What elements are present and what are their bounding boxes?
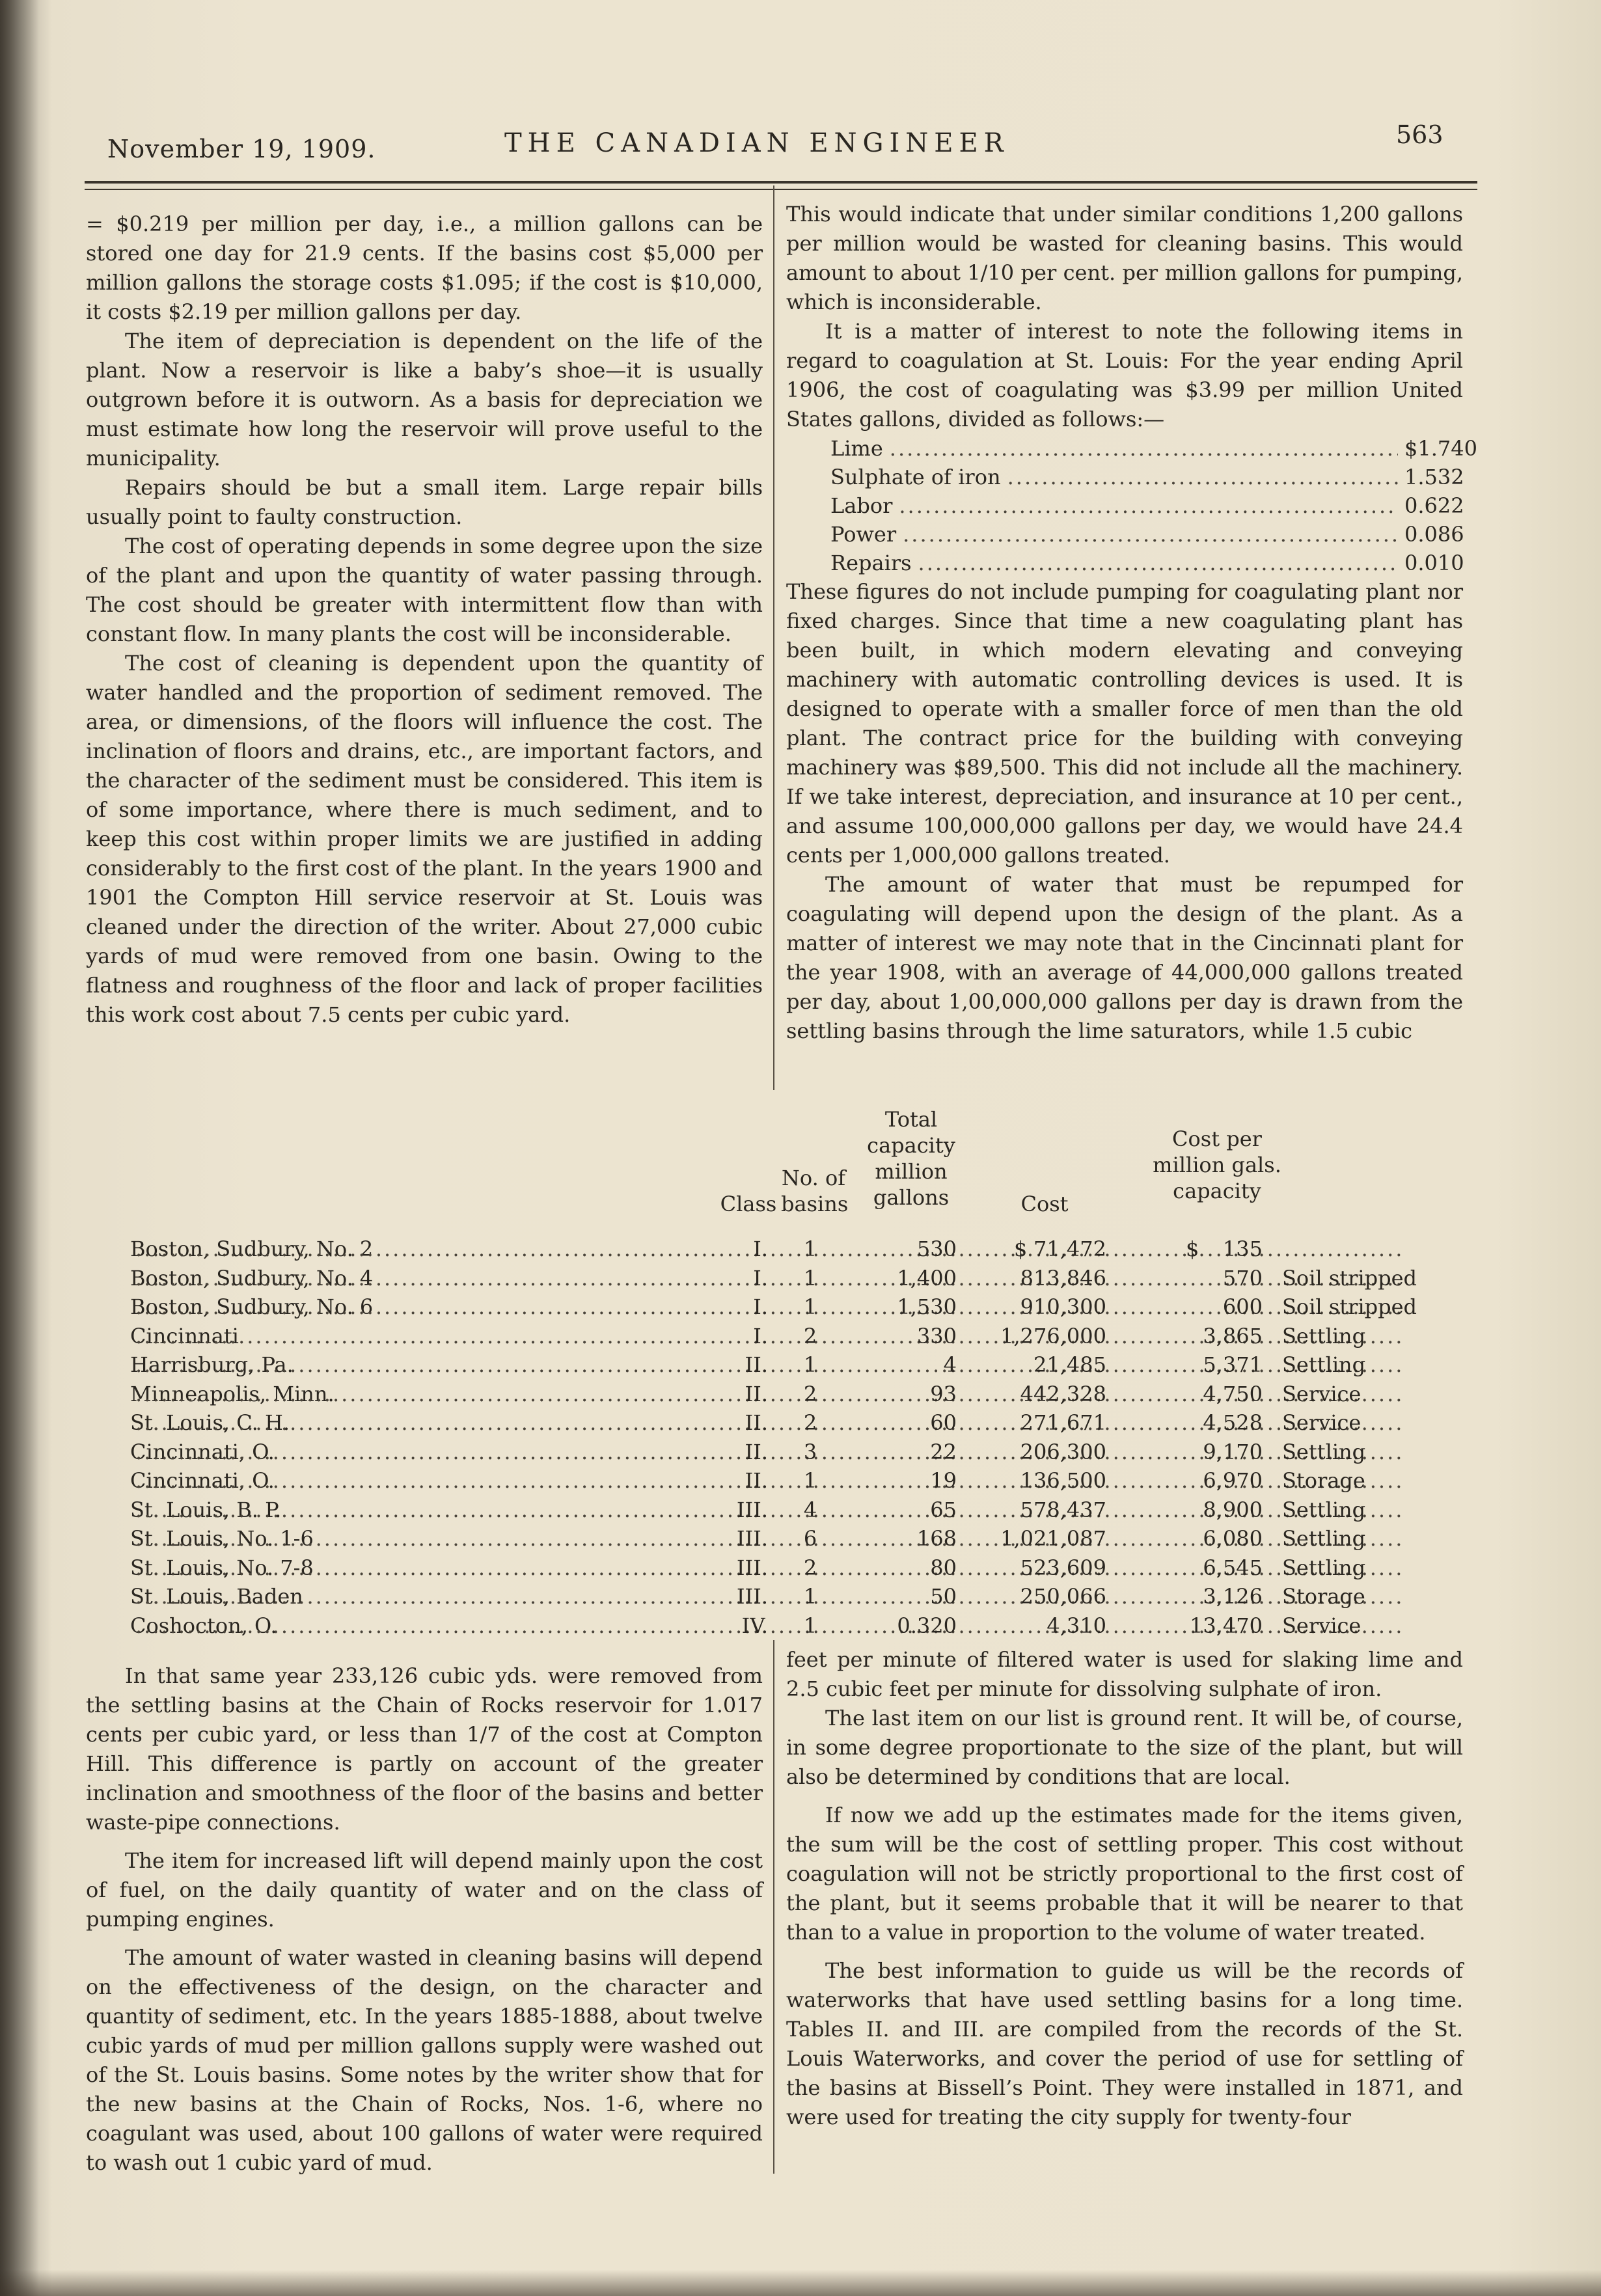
- list-item: [786, 434, 1477, 463]
- cell-class: III.: [736, 1497, 768, 1522]
- cell-class: I.: [753, 1294, 768, 1319]
- cell-class: I.: [753, 1265, 768, 1291]
- cell-cost-per-million: 6,080: [1203, 1526, 1263, 1551]
- table-row: [130, 1440, 1471, 1468]
- cell-capacity: 22: [930, 1439, 957, 1464]
- header-rule-thin: [85, 189, 1477, 190]
- cell-cost: 71,472: [1033, 1237, 1106, 1261]
- location-name: Boston, Sudbury, No. 2: [130, 1237, 374, 1261]
- cell-class: I.: [753, 1323, 768, 1348]
- cell-cost: 4,310: [1047, 1613, 1106, 1638]
- cell-cost-per-million: 3,126: [1203, 1584, 1263, 1609]
- header-basins: No. of basins: [781, 1166, 849, 1216]
- page-bottom-shadow: [0, 2270, 1601, 2296]
- cell-class: IV.: [741, 1613, 768, 1638]
- paragraph: The item for increased lift will depend mainly upon the cost of fuel, on the daily quantity of water and on the class of pumping engines.: [86, 1848, 763, 1932]
- cell-remark: Settling: [1282, 1352, 1366, 1377]
- paragraph: The cost of cleaning is dependent upon the quantity of water handled and the proportion of sediment removed. The area, or dimensions, of the floors will influence the cost. The inclination of floors and drains, etc., are important factors, and the character of the sediment must be considered. This item is of some importance, where there is much sediment, and to keep this cost within proper limits we are justified in adding considerably to the first cost of the plant. In the years 1900 and 1901 the Compton Hill service reservoir at St. Louis was cleaned under the direction of the writer. About 27,000 cubic yards of mud were removed from one basin. Owing to the flatness and roughness of the floor and lack of proper facilities this work cost about 7.5 cents per cubic yard.: [86, 651, 763, 1027]
- list-item: [786, 491, 1463, 520]
- paragraph: The amount of water wasted in cleaning basins will depend on the effectiveness of the design, on the character and quantity of sediment, etc. In the years 1885-1888, about twelve cubic yards of mud per million gallons supply were washed out of the St. Louis basins. Some notes by the writer show that for the new basins at the Chain of Rocks, Nos. 1-6, where no coagulant was used, about 100 gallons of water were required to wash out 1 cubic yard of mud.: [86, 1945, 763, 2175]
- cell-class: II.: [745, 1410, 768, 1435]
- cell-class: II.: [745, 1439, 768, 1464]
- item-amount: $1.740: [1404, 436, 1477, 461]
- list-item: [786, 520, 1463, 549]
- location-name: St. Louis, C. H.: [130, 1410, 290, 1435]
- right-column-upper: [786, 200, 1477, 1046]
- right-column-lower: [786, 1645, 1463, 2132]
- location-name: Cincinnati, O.: [130, 1468, 275, 1493]
- paragraph: It is a matter of interest to note the following items in regard to coagulation at St. Louis: For the year ending April 1906, the cost of coagulating was $3.99 per million United States gallons, divided as follows:—: [786, 319, 1463, 431]
- left-column-lower: [86, 1661, 763, 2178]
- binding-shadow: [0, 0, 39, 2296]
- paragraph: In that same year 233,126 cubic yds. were removed from the settling basins at the Chain of Rocks reservoir for 1.017 cents per cubic yard, or less than 1/7 of the cost at Compton Hill. This difference is partly on account of the greater inclination and smoothness of the floor of the basins and better waste-pipe connections.: [86, 1663, 763, 1835]
- cell-class: II.: [745, 1468, 768, 1493]
- location-name: St. Louis, Baden: [130, 1584, 303, 1609]
- paragraph: feet per minute of filtered water is used for slaking lime and 2.5 cubic feet per minute for dissolving sulphate of iron.: [786, 1647, 1463, 1701]
- cell-basins: 6: [803, 1526, 817, 1551]
- list-item: [786, 463, 1463, 491]
- location-name: Cincinnati, O.: [130, 1439, 275, 1464]
- cell-cost-per-million: 13,470: [1190, 1613, 1263, 1638]
- item-amount: 0.010: [1404, 551, 1464, 575]
- cell-capacity: 1,400: [897, 1265, 957, 1291]
- header-cost-per-million: Cost per million gals. capacity: [1153, 1127, 1281, 1203]
- cell-capacity: 530: [916, 1237, 957, 1261]
- cell-basins: 2: [803, 1410, 817, 1435]
- item-name: Labor: [830, 493, 893, 518]
- cell-basins: 1: [803, 1352, 817, 1377]
- location-name: Boston, Sudbury, No. 6: [130, 1294, 374, 1319]
- cell-basins: 1: [803, 1294, 817, 1319]
- paragraph: Repairs should be but a small item. Large repair bills usually point to faulty construction.: [86, 475, 763, 529]
- cell-remark: Service: [1282, 1410, 1362, 1435]
- cell-class: III.: [736, 1584, 768, 1609]
- cell-cost-per-million: 600: [1222, 1294, 1263, 1319]
- list-item: [786, 549, 1463, 577]
- cell-class: III.: [736, 1555, 768, 1580]
- item-name: Power: [830, 522, 897, 547]
- dollar-sign-cost-per-million: $: [1186, 1237, 1199, 1261]
- table-row: [130, 1410, 1471, 1439]
- cell-remark: Service: [1282, 1613, 1362, 1638]
- location-name: St. Louis, No. 1-6: [130, 1526, 314, 1551]
- leader-dots: [918, 549, 1398, 577]
- cell-cost: 813,846: [1020, 1265, 1106, 1291]
- cell-cost-per-million: 4,528: [1203, 1410, 1263, 1435]
- location-name: Cincinnati: [130, 1323, 239, 1348]
- cell-remark: Settling: [1282, 1555, 1366, 1580]
- location-name: St. Louis, B. P.: [130, 1497, 282, 1522]
- table-row: [130, 1584, 1471, 1613]
- cell-remark: Settling: [1282, 1526, 1366, 1551]
- cell-cost-per-million: 3,865: [1203, 1323, 1263, 1348]
- cell-remark: Settling: [1282, 1497, 1366, 1522]
- cell-basins: 2: [803, 1323, 817, 1348]
- table-row: [130, 1382, 1471, 1410]
- leader-dots: [1007, 463, 1398, 491]
- cell-capacity: 50: [930, 1584, 957, 1609]
- cell-cost-per-million: 4,750: [1203, 1381, 1263, 1406]
- paragraph: = $0.219 per million per day, i.e., a million gallons can be stored one day for 21.9 cents. If the basins cost $5,000 per million gallons the storage costs $1.095; if the cost is $10,000, it costs $2.19 per million gallons per day.: [86, 212, 763, 324]
- table-row: [130, 1294, 1471, 1323]
- cell-remark: Settling: [1282, 1323, 1366, 1348]
- item-amount: 0.086: [1404, 522, 1464, 547]
- item-amount: 1.532: [1404, 465, 1464, 489]
- header-capacity: Total capacity million gallons: [867, 1107, 955, 1210]
- table-row: [130, 1468, 1471, 1497]
- cell-basins: 2: [803, 1555, 817, 1580]
- cell-class: II.: [745, 1352, 768, 1377]
- location-name: Boston, Sudbury, No. 4: [130, 1265, 374, 1291]
- left-column-upper: [86, 210, 763, 1030]
- cell-capacity: 4: [943, 1352, 957, 1377]
- location-name: St. Louis, No. 7-8: [130, 1555, 314, 1580]
- cell-basins: 1: [803, 1613, 817, 1638]
- cell-cost: 136,500: [1020, 1468, 1106, 1493]
- leader-dots: [890, 434, 1398, 463]
- cell-basins: 1: [803, 1468, 817, 1493]
- item-amount: 0.622: [1404, 493, 1464, 518]
- cell-capacity: 1,530: [897, 1294, 957, 1319]
- cell-basins: 4: [803, 1497, 817, 1522]
- table-row: [130, 1352, 1471, 1381]
- cell-remark: Storage: [1282, 1468, 1365, 1493]
- location-name: Harrisburg, Pa.: [130, 1352, 294, 1377]
- table-row: [130, 1266, 1471, 1294]
- cell-cost: 206,300: [1020, 1439, 1106, 1464]
- cell-cost: 21,485: [1033, 1352, 1106, 1377]
- cell-basins: 1: [803, 1237, 817, 1261]
- cell-cost-per-million: 6,545: [1203, 1555, 1263, 1580]
- cell-remark: Service: [1282, 1381, 1362, 1406]
- cell-cost: 910,300: [1020, 1294, 1106, 1319]
- dollar-sign-cost: $: [1014, 1237, 1028, 1261]
- header-date: November 19, 1909.: [107, 135, 376, 163]
- header-cost: Cost: [1020, 1192, 1069, 1216]
- running-header: [107, 120, 1474, 179]
- cell-basins: 1: [803, 1265, 817, 1291]
- paragraph: The cost of operating depends in some degree upon the size of the plant and upon the quantity of water passing through. The cost should be greater with intermittent flow than with constant flow. In many plants the cost will be inconsiderable.: [86, 534, 763, 646]
- location-name: Minneapolis, Minn.: [130, 1381, 335, 1406]
- cell-basins: 2: [803, 1381, 817, 1406]
- table-row: [130, 1555, 1471, 1584]
- paragraph: This would indicate that under similar conditions 1,200 gallons per million would be wasted for cleaning basins. This would amount to about 1/10 per cent. per million gallons for pumping, which is inconsiderable.: [786, 202, 1463, 314]
- cell-capacity: 0.320: [897, 1613, 957, 1638]
- cell-capacity: 80: [930, 1555, 957, 1580]
- cell-cost-per-million: 9,170: [1203, 1439, 1263, 1464]
- cell-capacity: 60: [930, 1410, 957, 1435]
- cell-basins: 3: [803, 1439, 817, 1464]
- cell-class: I.: [753, 1237, 768, 1261]
- journal-title: THE CANADIAN ENGINEER: [504, 128, 1009, 158]
- cell-capacity: 330: [916, 1323, 957, 1348]
- paragraph: The item of depreciation is dependent on the life of the plant. Now a reservoir is like a baby’s shoe—it is usually outgrown before it is outworn. As a basis for depreciation we must estimate how long the reservoir will prove useful to the municipality.: [86, 329, 763, 471]
- cell-cost-per-million: 6,970: [1203, 1468, 1263, 1493]
- cell-capacity: 19: [930, 1468, 957, 1493]
- cell-cost-per-million: 5,371: [1203, 1352, 1263, 1377]
- table-row: [130, 1497, 1471, 1526]
- cell-cost-per-million: 8,900: [1203, 1497, 1263, 1522]
- table-row: [130, 1237, 1471, 1265]
- cell-capacity: 65: [930, 1497, 957, 1522]
- table-row: [130, 1613, 1471, 1642]
- cell-class: II.: [745, 1381, 768, 1406]
- paragraph: The amount of water that must be repumped for coagulating will depend upon the design of the plant. As a matter of interest we may note that in the Cincinnati plant for the year 1908, with an average of 44,000,000 gallons treated per day, about 1,00,000,000 gallons per day is drawn from the settling basins through the lime saturators, while 1.5 cubic: [786, 872, 1463, 1043]
- cell-remark: Storage: [1282, 1584, 1365, 1609]
- paragraph: These figures do not include pumping for coagulating plant nor fixed charges. Since that time a new coagulating plant has been built, in which modern elevating and conveying machinery with automatic controlling devices is used. It is designed to operate with a smaller force of men than the old plant. The contract price for the building with conveying machinery was $89,500. This did not include all the machinery. If we take interest, depreciation, and insurance at 10 per cent., and assume 100,000,000 gallons per day, we would have 24.4 cents per 1,000,000 gallons treated.: [786, 579, 1463, 868]
- table-row: [130, 1526, 1471, 1555]
- cell-cost: 1,021,087: [1000, 1526, 1106, 1551]
- cell-cost: 578,437: [1020, 1497, 1106, 1522]
- cell-remark: Soil stripped: [1282, 1294, 1417, 1319]
- cell-cost-per-million: 570: [1222, 1265, 1263, 1291]
- paragraph: If now we add up the estimates made for the items given, the sum will be the cost of settling proper. This cost without coagulation will not be strictly proportional to the first cost of the plant, but it seems probable that it will be nearer to that than to a value in proportion to the volume of water treated.: [786, 1803, 1463, 1945]
- paragraph: The best information to guide us will be the records of waterworks that have used settling basins for a long time. Tables II. and III. are compiled from the records of the St. Louis Waterworks, and cover the period of use for settling of the basins at Bissell’s Point. They were installed in 1871, and were used for treating the city supply for twenty-four: [786, 1958, 1463, 2129]
- column-divider-bottom: [773, 1640, 774, 2174]
- cell-capacity: 93: [930, 1381, 957, 1406]
- cell-basins: 1: [803, 1584, 817, 1609]
- leader-dots: [899, 491, 1398, 520]
- cell-remark: Soil stripped: [1282, 1265, 1417, 1291]
- cell-remark: Settling: [1282, 1439, 1366, 1464]
- page-number: 563: [1396, 120, 1444, 149]
- table-row: [130, 1324, 1471, 1352]
- item-name: Repairs: [830, 551, 912, 575]
- cell-cost-per-million: 135: [1222, 1237, 1263, 1261]
- cell-cost: 523,609: [1020, 1555, 1106, 1580]
- cell-cost: 271,671: [1020, 1410, 1106, 1435]
- location-name: Coshocton, O.: [130, 1613, 277, 1638]
- leader-dots: [903, 520, 1398, 549]
- header-class: Class: [720, 1192, 777, 1216]
- item-name: Lime: [830, 436, 883, 461]
- cell-capacity: 168: [916, 1526, 957, 1551]
- cell-cost: 1,276,000: [1000, 1323, 1106, 1348]
- coagulation-cost-list: [786, 434, 1477, 577]
- cell-cost: 250,066: [1020, 1584, 1106, 1609]
- paragraph: The last item on our list is ground rent. It will be, of course, in some degree proportionate to the size of the plant, but will also be determined by conditions that are local.: [786, 1706, 1463, 1789]
- cell-class: III.: [736, 1526, 768, 1551]
- column-divider-top: [773, 185, 774, 1090]
- item-name: Sulphate of iron: [830, 465, 1001, 489]
- cell-cost: 442,328: [1020, 1381, 1106, 1406]
- header-rule-thick: [85, 181, 1477, 184]
